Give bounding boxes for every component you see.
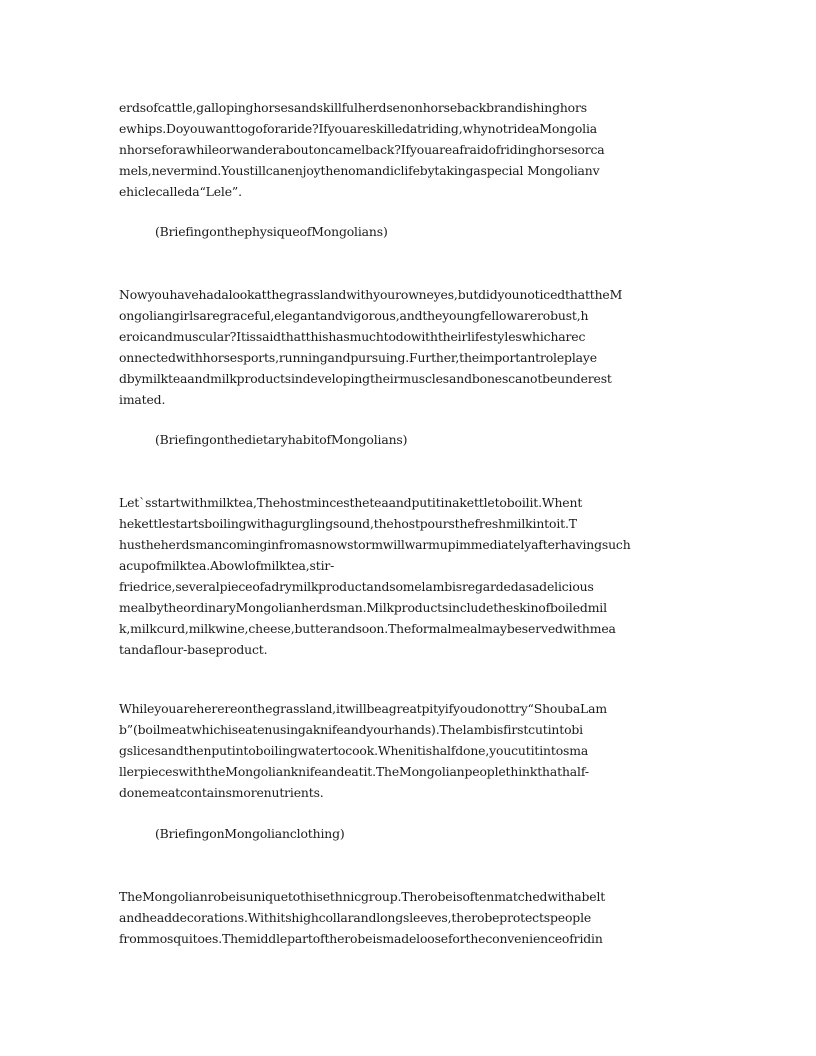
- section-heading: (BriefingonthephysiqueofMongolians): [155, 224, 388, 239]
- text-line: tandaflour-baseproduct.: [119, 642, 268, 657]
- text-line: acupofmilktea.Abowlofmilktea,stir-: [119, 558, 335, 573]
- text-line: ehiclecalleda“Lele”.: [119, 184, 242, 199]
- text-line: donemeatcontainsmorenutrients.: [119, 785, 324, 800]
- text-line: k,milkcurd,milkwine,cheese,butterandsoon.Theformalmealmaybeservedwithmea: [119, 621, 616, 636]
- text-line: ewhips.Doyouwanttogoforaride?Ifyouareskilledatriding,whynotrideaMongolia: [119, 121, 598, 136]
- text-line: Whileyouareherereonthegrassland,itwillbeagreatpityifyoudonottry“ShoubaLam: [119, 701, 607, 716]
- text-line: mels,nevermind.Youstillcanenjoythenomandiclifebytakingaspecial Mongolianv: [119, 163, 600, 178]
- section-heading: (BriefingonMongolianclothing): [155, 826, 345, 841]
- text-line: mealbytheordinaryMongolianherdsman.Milkproductsincludetheskinofboiledmil: [119, 600, 607, 615]
- text-line: dbymilkteaandmilkproductsindevelopingtheirmusclesandbonescanotbeunderest: [119, 371, 612, 386]
- text-line: frommosquitoes.Themiddlepartoftherobeismadeloosefortheconvenienceofridin: [119, 931, 603, 946]
- text-line: ongoliangirlsaregraceful,elegantandvigorous,andtheyoungfellowarerobust,h: [119, 308, 589, 323]
- text-line: hustheherdsmancominginfromasnowstormwillwarmupimmediatelyafterhavingsuch: [119, 537, 631, 552]
- text-line: nhorseforawhileorwanderaboutoncamelback?Ifyouareafraidofridinghorsesorca: [119, 142, 605, 157]
- text-line: onnectedwithhorsesports,runningandpursuing.Further,theimportantroleplaye: [119, 350, 597, 365]
- text-line: andheaddecorations.Withitshighcollarandlongsleeves,therobeprotectspeople: [119, 910, 592, 925]
- text-line: llerpieceswiththeMongolianknifeandeatit.TheMongolianpeoplethinkthathalf-: [119, 764, 589, 779]
- text-line: imated.: [119, 392, 166, 407]
- text-line: TheMongolianrobeisuniquetothisethnicgroup.Therobeisoftenmatchedwithabelt: [119, 889, 606, 904]
- text-line: b”(boilmeatwhichiseatenusingaknifeandyourhands).Thelambisfirstcutintobi: [119, 722, 583, 737]
- text-line: hekettlestartsboilingwithagurglingsound,thehostpoursthefreshmilkintoit.T: [119, 516, 577, 531]
- text-line: gslicesandthenputintoboilingwatertocook.Whenitishalfdone,youcutitintosma: [119, 743, 589, 758]
- text-line: friedrice,severalpieceofadrymilkproductandsomelambisregardedasadelicious: [119, 579, 594, 594]
- text-line: Nowyouhavehadalookatthegrasslandwithyourowneyes,butdidyounoticedthattheM: [119, 287, 623, 302]
- text-line: eroicandmuscular?Itissaidthatthishasmuchtodowiththeirlifestyleswhicharec: [119, 329, 586, 344]
- text-line: erdsofcattle,gallopinghorsesandskillfulherdsenonhorsebackbrandishinghors: [119, 100, 587, 115]
- text-line: Let`sstartwithmilktea,Thehostmincestheteaandputitinakettletoboilit.Whent: [119, 495, 583, 510]
- section-heading: (BriefingonthedietaryhabitofMongolians): [155, 432, 408, 447]
